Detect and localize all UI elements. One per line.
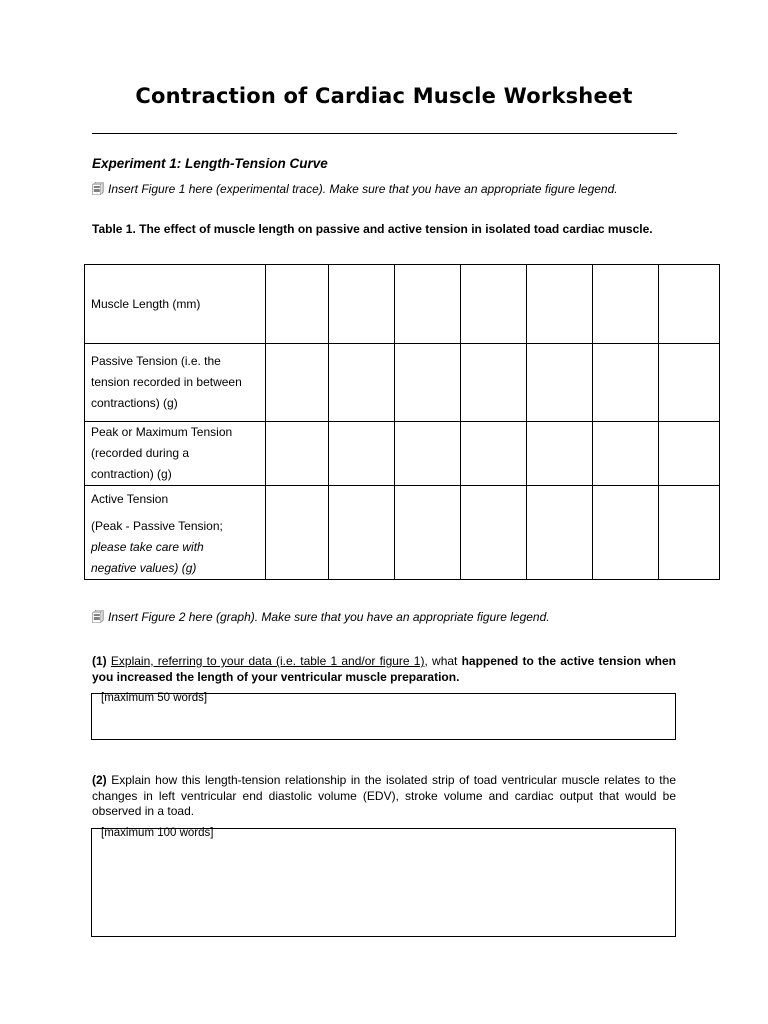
data-cell[interactable]	[461, 422, 527, 486]
row-label: Muscle Length (mm)	[85, 265, 266, 344]
data-cell[interactable]	[395, 486, 461, 580]
worksheet-title: Contraction of Cardiac Muscle Worksheet	[135, 84, 633, 108]
data-cell[interactable]	[527, 422, 593, 486]
data-cell[interactable]	[395, 265, 461, 344]
question-2-number: (2)	[92, 773, 107, 787]
data-cell[interactable]	[395, 344, 461, 422]
table-row	[85, 486, 720, 580]
table-row	[85, 344, 720, 422]
question-1	[92, 654, 676, 685]
question-2	[92, 773, 676, 820]
insert-figure2-text: Insert Figure 2 here (graph). Make sure that you have an appropriate figure legend.	[108, 610, 550, 624]
data-cell[interactable]	[461, 486, 527, 580]
answer-1-placeholder: [maximum 50 words]	[101, 692, 208, 704]
data-cell[interactable]	[593, 422, 659, 486]
data-cell[interactable]	[659, 422, 720, 486]
answer-box-2[interactable]	[91, 828, 676, 937]
experiment-heading: Experiment 1: Length-Tension Curve	[92, 156, 328, 171]
document-icon: 🗐	[92, 610, 104, 624]
question-1-middle: , what	[424, 654, 462, 668]
data-cell[interactable]	[461, 265, 527, 344]
data-cell[interactable]	[659, 265, 720, 344]
insert-figure2-instruction	[92, 608, 550, 629]
data-cell[interactable]	[659, 486, 720, 580]
data-cell[interactable]	[593, 486, 659, 580]
row-label: Peak or Maximum Tension (recorded during a contraction) (g)	[85, 422, 266, 486]
answer-box-1[interactable]	[91, 693, 676, 740]
insert-figure1-text: Insert Figure 1 here (experimental trace). Make sure that you have an appropriate figure legend.	[108, 182, 618, 196]
data-cell[interactable]	[527, 265, 593, 344]
data-cell[interactable]	[329, 422, 395, 486]
data-cell[interactable]	[527, 344, 593, 422]
data-cell[interactable]	[527, 486, 593, 580]
question-1-bold: happened to the active tension when you increased the length of your ventricular muscle preparation.	[92, 654, 676, 684]
table-row	[85, 422, 720, 486]
row-label: Active Tension (Peak - Passive Tension; please take care with negative values) (g)	[85, 486, 266, 580]
insert-figure1-instruction	[92, 180, 618, 201]
data-cell[interactable]	[266, 344, 329, 422]
row-label: Passive Tension (i.e. the tension recorded in between contractions) (g)	[85, 344, 266, 422]
data-cell[interactable]	[395, 422, 461, 486]
data-cell[interactable]	[266, 486, 329, 580]
data-cell[interactable]	[329, 486, 395, 580]
data-cell[interactable]	[329, 344, 395, 422]
answer-2-placeholder: [maximum 100 words]	[101, 827, 214, 839]
document-icon: 🗐	[92, 182, 104, 196]
length-tension-table	[84, 264, 720, 580]
data-cell[interactable]	[659, 344, 720, 422]
data-cell[interactable]	[593, 344, 659, 422]
data-cell[interactable]	[329, 265, 395, 344]
data-cell[interactable]	[266, 422, 329, 486]
table-row	[85, 265, 720, 344]
title-divider	[92, 133, 677, 134]
table-caption: Table 1. The effect of muscle length on passive and active tension in isolated toad cardiac muscle.	[92, 222, 653, 236]
question-1-underlined: Explain, referring to your data (i.e. table 1 and/or figure 1)	[110, 654, 425, 668]
data-cell[interactable]	[593, 265, 659, 344]
data-cell[interactable]	[461, 344, 527, 422]
question-1-number: (1)	[92, 654, 107, 668]
question-2-text: Explain how this length-tension relationship in the isolated strip of toad ventricular muscle relates to the changes in left ventricular end diastolic volume (EDV), stroke volume and cardiac output that would be observed in a toad.	[92, 773, 676, 818]
data-cell[interactable]	[266, 265, 329, 344]
